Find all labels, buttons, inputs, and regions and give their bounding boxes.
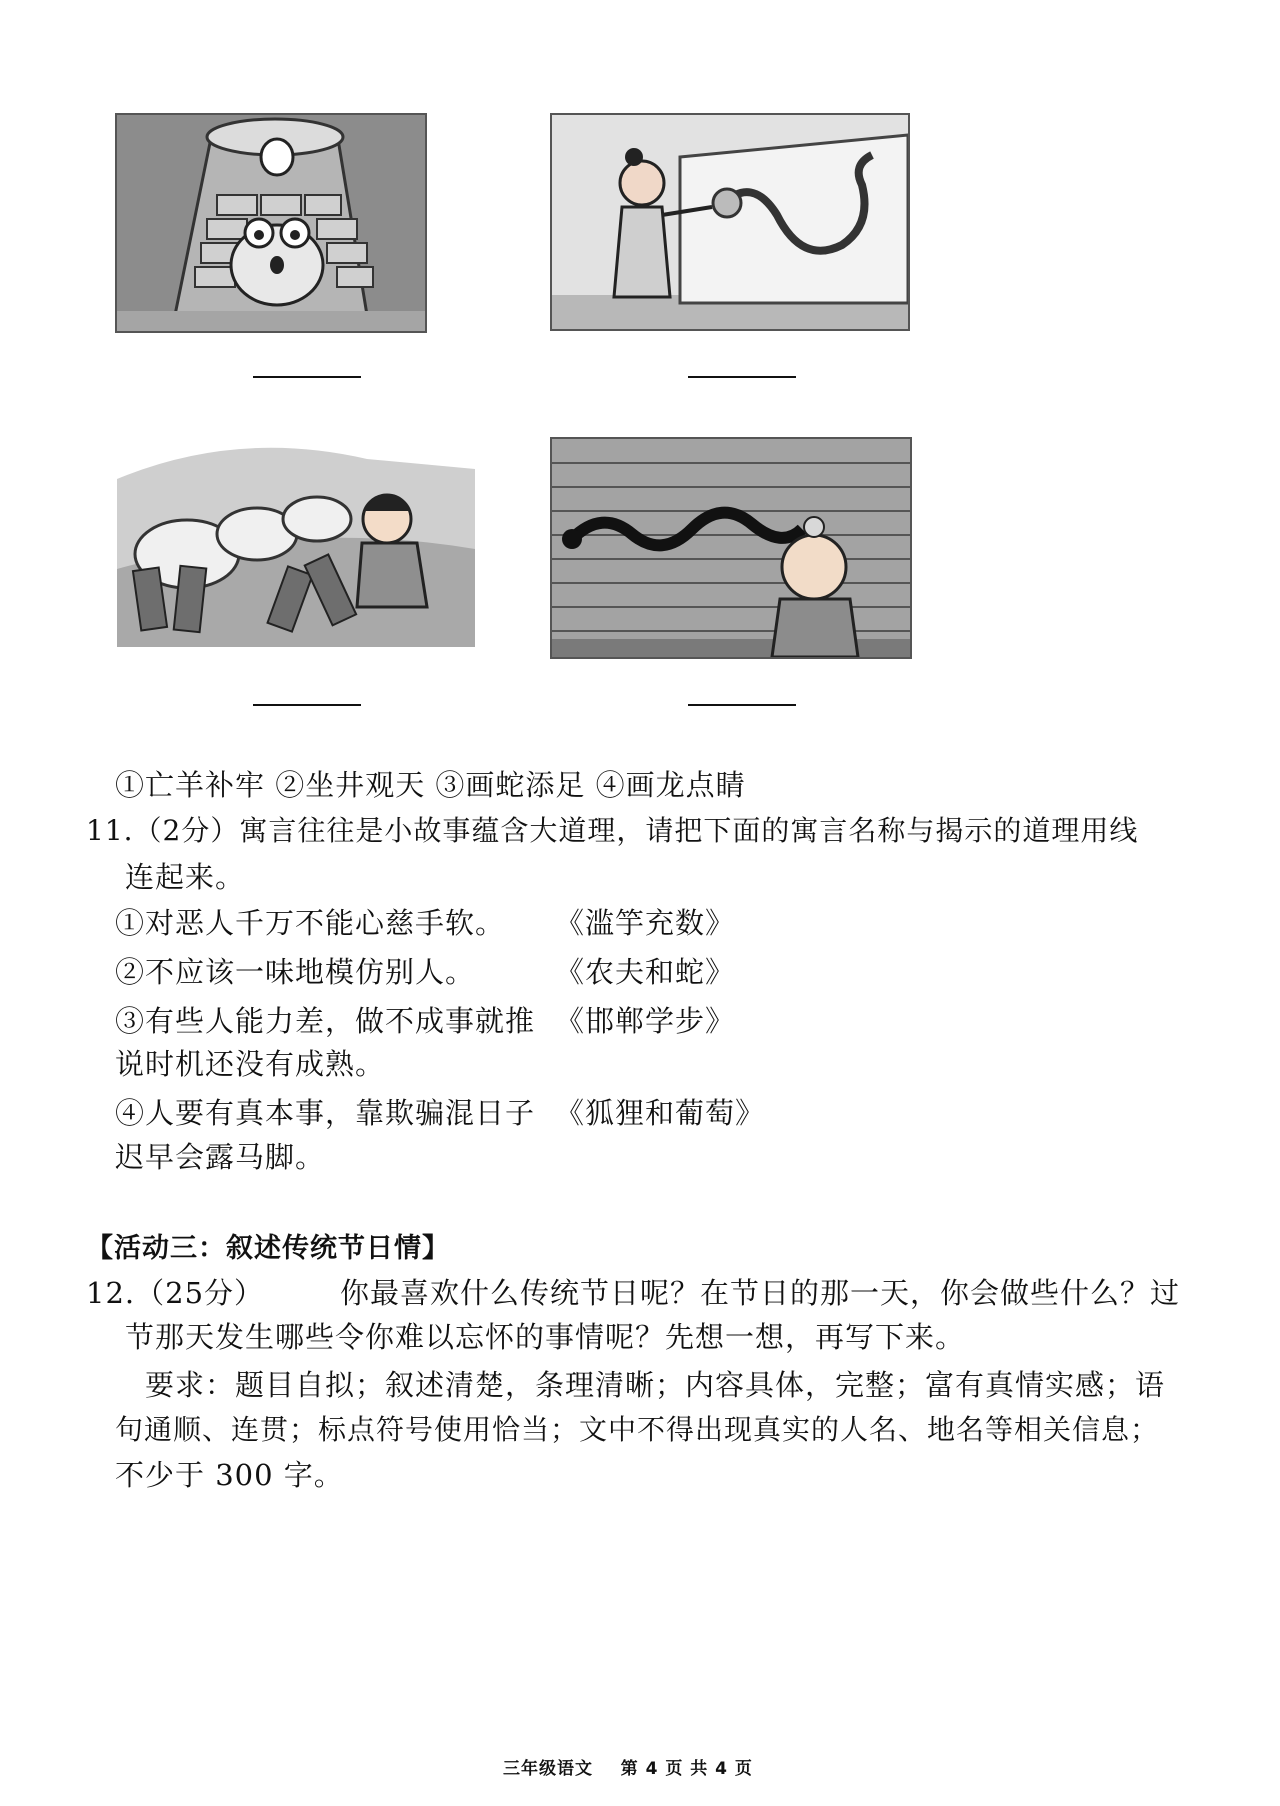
moral-4: ④人要有真本事，靠欺骗混日子 (115, 1096, 536, 1130)
q12-number: 12.（25分） (86, 1276, 265, 1310)
q10-options: ①亡羊补牢 ②坐井观天 ③画蛇添足 ④画龙点睛 (115, 768, 746, 802)
fable-1: 《滥竽充数》 (555, 906, 736, 940)
moral-3: ③有些人能力差，做不成事就推 (115, 1004, 536, 1038)
answer-blank-1[interactable] (253, 376, 361, 378)
painting-dragon-illustration (550, 113, 910, 331)
snake-with-feet-icon (552, 439, 910, 657)
frog-in-well-illustration (115, 113, 427, 333)
q12-requirements: 要求：题目自拟；叙述清楚，条理清晰；内容具体，完整；富有真情实感；语 (145, 1368, 1166, 1402)
answer-blank-3[interactable] (253, 704, 361, 706)
page-footer: 三年级语文 第 4 页 共 4 页 (503, 1759, 753, 1779)
q11-prompt: 11.（2分）寓言往往是小故事蕴含大道理，请把下面的寓言名称与揭示的道理用线 (86, 814, 1139, 847)
moral-4-cont: 迟早会露马脚。 (115, 1140, 326, 1174)
snake-with-feet-illustration (550, 437, 912, 659)
mending-sheepfold-illustration (115, 437, 477, 649)
frog-in-well-icon (117, 115, 425, 331)
moral-2: ②不应该一味地模仿别人。 (115, 955, 476, 989)
painting-dragon-icon (552, 115, 908, 329)
mending-sheepfold-icon (117, 439, 475, 647)
q12-prompt-cont: 节那天发生哪些令你难以忘怀的事情呢？先想一想，再写下来。 (125, 1320, 966, 1354)
answer-blank-2[interactable] (688, 376, 796, 378)
q12-requirements-cont: 句通顺、连贯；标点符号使用恰当；文中不得出现真实的人名、地名等相关信息； (115, 1413, 1160, 1446)
answer-blank-4[interactable] (688, 704, 796, 706)
q12-requirements-end: 不少于 300 字。 (115, 1458, 344, 1492)
fable-2: 《农夫和蛇》 (555, 955, 736, 989)
moral-3-cont: 说时机还没有成熟。 (115, 1047, 386, 1081)
fable-4: 《狐狸和葡萄》 (555, 1096, 766, 1130)
q12-prompt: 你最喜欢什么传统节日呢？在节日的那一天，你会做些什么？过 (340, 1276, 1181, 1310)
fable-3: 《邯郸学步》 (555, 1004, 736, 1038)
q11-prompt-cont: 连起来。 (125, 860, 246, 894)
moral-1: ①对恶人千万不能心慈手软。 (115, 906, 506, 940)
activity3-heading: 【活动三：叙述传统节日情】 (86, 1233, 450, 1264)
